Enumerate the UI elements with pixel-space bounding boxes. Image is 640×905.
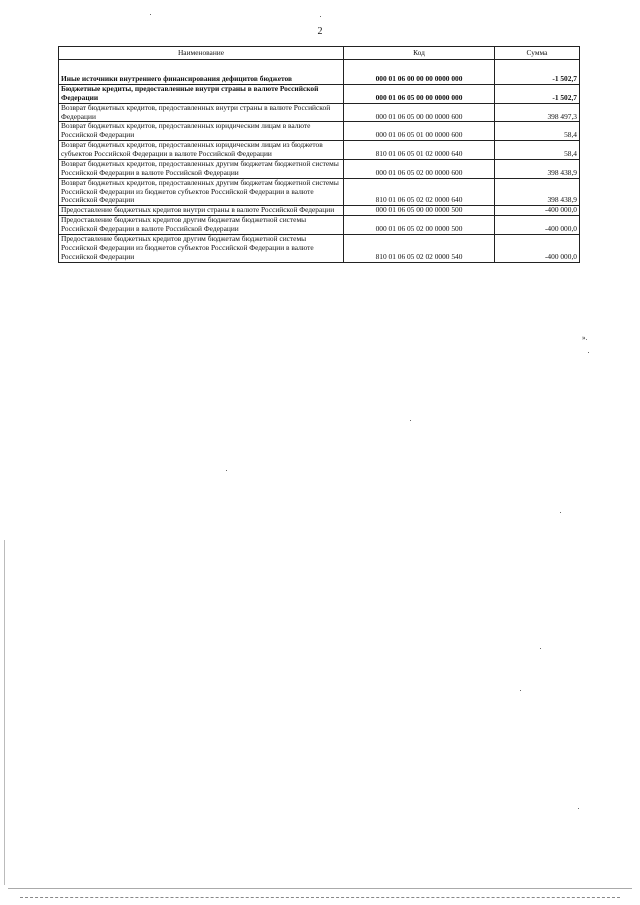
page-number: 2: [317, 26, 323, 37]
end-quote-mark: ».: [582, 334, 588, 342]
row-code: 810 01 06 05 02 02 0000 540: [344, 234, 495, 262]
row-sum: -400 000,0: [495, 206, 580, 216]
table-header-row: [59, 47, 580, 60]
row-code: 000 01 06 00 00 00 0000 000: [344, 60, 495, 85]
table-row: [59, 60, 580, 85]
table-row: [59, 216, 580, 235]
table-row: [59, 159, 580, 178]
row-sum: -1 502,7: [495, 60, 580, 85]
row-code: 000 01 06 05 02 00 0000 600: [344, 159, 495, 178]
row-name: Предоставление бюджетных кредитов другим бюджетам бюджетной системы Российской Федерации из бюджетов субъектов Российской Федерации в валюте Российской Федерации: [59, 234, 344, 262]
row-code: 000 01 06 05 01 00 0000 600: [344, 122, 495, 141]
table-row: [59, 103, 580, 122]
row-name: Иные источники внутреннего финансирования дефицитов бюджетов: [59, 60, 344, 85]
row-sum: -400 000,0: [495, 234, 580, 262]
row-sum: 398 497,3: [495, 103, 580, 122]
row-code: 000 01 06 05 00 00 0000 500: [344, 206, 495, 216]
scan-bottom-line: [8, 888, 632, 889]
row-code: 000 01 06 05 00 00 0000 000: [344, 84, 495, 103]
scan-bottom-dots: [20, 897, 620, 898]
row-code: 810 01 06 05 01 02 0000 640: [344, 141, 495, 160]
table-row: [59, 178, 580, 206]
row-name: Предоставление бюджетных кредитов внутри страны в валюте Российской Федерации: [59, 206, 344, 216]
row-sum: 58,4: [495, 122, 580, 141]
scan-edge-line: [4, 540, 5, 885]
row-name: Возврат бюджетных кредитов, предоставленных внутри страны в валюте Российской Федерации: [59, 103, 344, 122]
row-sum: 398 438,9: [495, 159, 580, 178]
row-name: Возврат бюджетных кредитов, предоставленных другим бюджетам бюджетной системы Российской Федерации из бюджетов субъектов Российской Федерации в валюте Российской Федерации: [59, 178, 344, 206]
table-row: [59, 122, 580, 141]
row-code: 810 01 06 05 02 02 0000 640: [344, 178, 495, 206]
row-code: 000 01 06 05 02 00 0000 500: [344, 216, 495, 235]
row-sum: -1 502,7: [495, 84, 580, 103]
row-sum: -400 000,0: [495, 216, 580, 235]
table-row: [59, 84, 580, 103]
table-row: [59, 141, 580, 160]
budget-sources-table: [58, 46, 580, 263]
row-name: Предоставление бюджетных кредитов другим бюджетам бюджетной системы Российской Федерации в валюте Российской Федерации: [59, 216, 344, 235]
row-name: Возврат бюджетных кредитов, предоставленных юридическим лицам из бюджетов субъектов Российской Федерации в валюте Российской Федерации: [59, 141, 344, 160]
row-code: 000 01 06 05 00 00 0000 600: [344, 103, 495, 122]
row-name: Возврат бюджетных кредитов, предоставленных другим бюджетам бюджетной системы Российской Федерации в валюте Российской Федерации: [59, 159, 344, 178]
row-name: Бюджетные кредиты, предоставленные внутри страны в валюте Российской Федерации: [59, 84, 344, 103]
row-name: Возврат бюджетных кредитов, предоставленных юридическим лицам в валюте Российской Федерации: [59, 122, 344, 141]
header-sum: Сумма: [495, 47, 580, 60]
row-sum: 398 438,9: [495, 178, 580, 206]
header-name: Наименование: [59, 47, 344, 60]
row-sum: 58,4: [495, 141, 580, 160]
table-row: [59, 234, 580, 262]
header-code: Код: [344, 47, 495, 60]
